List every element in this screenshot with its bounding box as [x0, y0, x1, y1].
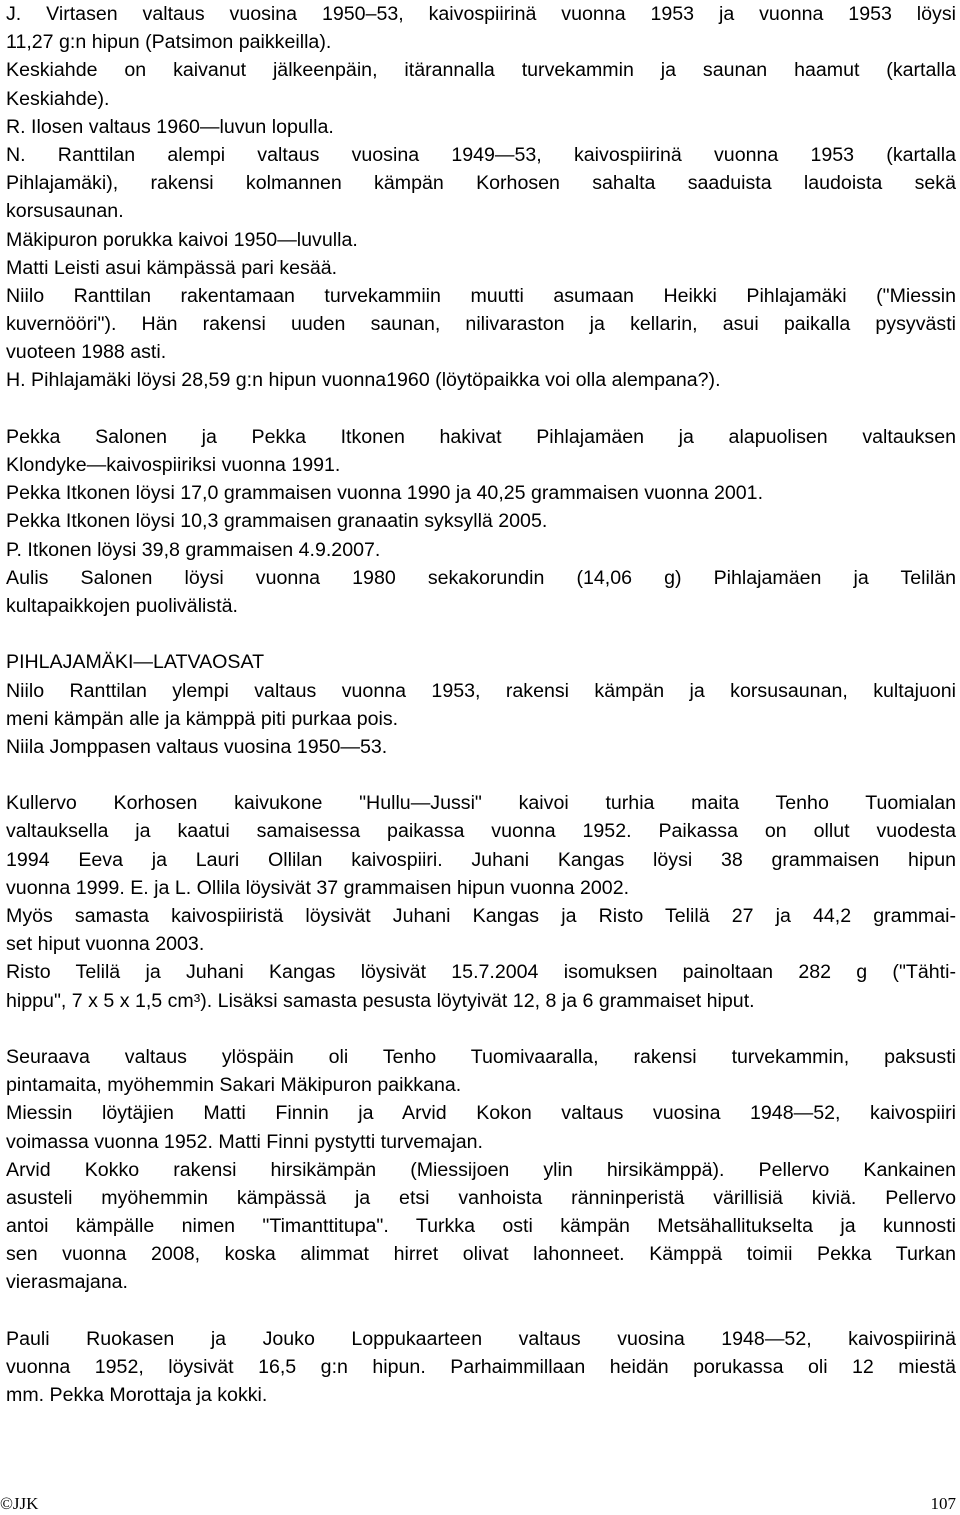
- text-line: antoi kämpälle nimen "Timanttitupa". Turkka osti kämpän Metsähallitukselta ja kunnosti: [6, 1215, 956, 1238]
- text-line: Niila Jomppasen valtaus vuosina 1950—53.: [6, 735, 388, 758]
- text-line: pintamaita, myöhemmin Sakari Mäkipuron paikkana.: [6, 1074, 462, 1097]
- text-line: R. Ilosen valtaus 1960—luvun lopulla.: [6, 115, 334, 138]
- text-line: Pekka Salonen ja Pekka Itkonen hakivat Pihlajamäen ja alapuolisen valtauksen: [6, 425, 956, 448]
- page-number: 107: [930, 1494, 956, 1513]
- text-line: Pekka Itkonen löysi 17,0 grammaisen vuonna 1990 ja 40,25 grammaisen vuonna 2001.: [6, 482, 764, 505]
- text-line: korsusaunan.: [6, 200, 124, 223]
- text-line: Kullervo Korhosen kaivukone "Hullu—Jussi" kaivoi turhia maita Tenho Tuomialan: [6, 792, 956, 815]
- text-line: Pekka Itkonen löysi 10,3 grammaisen granaatin syksyllä 2005.: [6, 510, 548, 533]
- text-line: mm. Pekka Morottaja ja kokki.: [6, 1384, 268, 1407]
- text-line: P. Itkonen löysi 39,8 grammaisen 4.9.2007.: [6, 538, 381, 561]
- copyright-mark: ©JJK: [0, 1494, 39, 1513]
- text-line: Arvid Kokko rakensi hirsikämpän (Miessijoen ylin hirsikämppä). Pellervo Kankainen: [6, 1158, 956, 1181]
- text-line: J. Virtasen valtaus vuosina 1950–53, kaivospiirinä vuonna 1953 ja vuonna 1953 löysi: [6, 3, 956, 25]
- paragraph-hullu-jussi: [6, 789, 956, 1015]
- text-line: asusteli myöhemmin kämpässä ja etsi vanhoista ränninperistä värillisiä kiviä. Pellervo: [6, 1186, 956, 1209]
- text-line: hippu", 7 x 5 x 1,5 cm³). Lisäksi samasta pesusta löytyivät 12, 8 ja 6 grammaiset hiput.: [6, 989, 755, 1012]
- text-line: Matti Leisti asui kämpässä pari kesää.: [6, 256, 338, 279]
- text-line: Pauli Ruokasen ja Jouko Loppukaarteen valtaus vuosina 1948—52, kaivospiirinä: [6, 1327, 956, 1350]
- text-line: Mäkipuron porukka kaivoi 1950—luvulla.: [6, 228, 358, 251]
- text-line: sen vuonna 2008, koska alimmat hirret olivat lahonneet. Kämppä toimii Pekka Turkan: [6, 1243, 956, 1266]
- text-line: Keskiahde).: [6, 87, 110, 110]
- text-line: meni kämpän alle ja kämppä piti purkaa pois.: [6, 707, 399, 730]
- text-line: Miessin löytäjien Matti Finnin ja Arvid Kokon valtaus vuosina 1948—52, kaivospiiri: [6, 1102, 956, 1125]
- text-line: vuonna 1999. E. ja L. Ollila löysivät 37 grammaisen hipun vuonna 2002.: [6, 876, 630, 899]
- text-line: Keskiahde on kaivanut jälkeenpäin, itärannalla turvekammin ja saunan haamut (kartalla: [6, 59, 956, 82]
- text-line: H. Pihlajamäki löysi 28,59 g:n hipun vuonna1960 (löytöpaikka voi olla alempana?).: [6, 369, 721, 392]
- text-line: valtauksella ja kaatui samaisessa paikassa vuonna 1952. Paikassa on ollut vuodesta: [6, 820, 956, 843]
- text-line: kultapaikkojen puolivälistä.: [6, 594, 238, 617]
- paragraph-valtaukset-1: [6, 0, 956, 395]
- text-line: voimassa vuonna 1952. Matti Finni pystytti turvemajan.: [6, 1130, 484, 1153]
- text-line: Seuraava valtaus ylöspäin oli Tenho Tuomivaaralla, rakensi turvekammin, paksusti: [6, 1045, 956, 1068]
- section-heading: PIHLAJAMÄKI—LATVAOSAT: [6, 651, 265, 674]
- text-line: 1994 Eeva ja Lauri Ollilan kaivospiiri. Juhani Kangas löysi 38 grammaisen hipun: [6, 848, 956, 871]
- page-footer: [0, 1494, 960, 1514]
- paragraph-tuomivaara: [6, 1043, 956, 1297]
- text-line: Niilo Ranttilan rakentamaan turvekammiin muutti asumaan Heikki Pihlajamäki ("Miessin: [6, 284, 956, 307]
- text-line: N. Ranttilan alempi valtaus vuosina 1949—53, kaivospiirinä vuonna 1953 (kartalla: [6, 143, 956, 166]
- text-line: Risto Telilä ja Juhani Kangas löysivät 15.7.2004 isomuksen painoltaan 282 g ("Tähti-: [6, 961, 956, 984]
- text-line: vuonna 1952, löysivät 16,5 g:n hipun. Parhaimmillaan heidän porukassa oli 12 miestä: [6, 1356, 956, 1378]
- document-page: [6, 0, 956, 1409]
- text-line: Klondyke—kaivospiiriksi vuonna 1991.: [6, 454, 341, 476]
- section-pihlajamaki-latvaosat: [6, 648, 956, 761]
- text-line: Myös samasta kaivospiiristä löysivät Juhani Kangas ja Risto Telilä 27 ja 44,2 grammai-: [6, 905, 956, 927]
- paragraph-ruokanen: [6, 1325, 956, 1410]
- text-line: Niilo Ranttilan ylempi valtaus vuonna 1953, rakensi kämpän ja korsusaunan, kultajuoni: [6, 679, 956, 702]
- text-line: set hiput vuonna 2003.: [6, 933, 205, 956]
- text-line: kuvernööri"). Hän rakensi uuden saunan, nilivaraston ja kellarin, asui paikalla pysyvästi: [6, 313, 956, 336]
- text-line: vierasmajana.: [6, 1271, 128, 1294]
- paragraph-klondyke: [6, 423, 956, 620]
- text-line: 11,27 g:n hipun (Patsimon paikkeilla).: [6, 31, 332, 54]
- text-line: vuoteen 1988 asti.: [6, 341, 167, 364]
- text-line: Aulis Salonen löysi vuonna 1980 sekakorundin (14,06 g) Pihlajamäen ja Telilän: [6, 566, 956, 589]
- text-line: Pihlajamäki), rakensi kolmannen kämpän Korhosen sahalta saaduista laudoista sekä: [6, 172, 956, 195]
